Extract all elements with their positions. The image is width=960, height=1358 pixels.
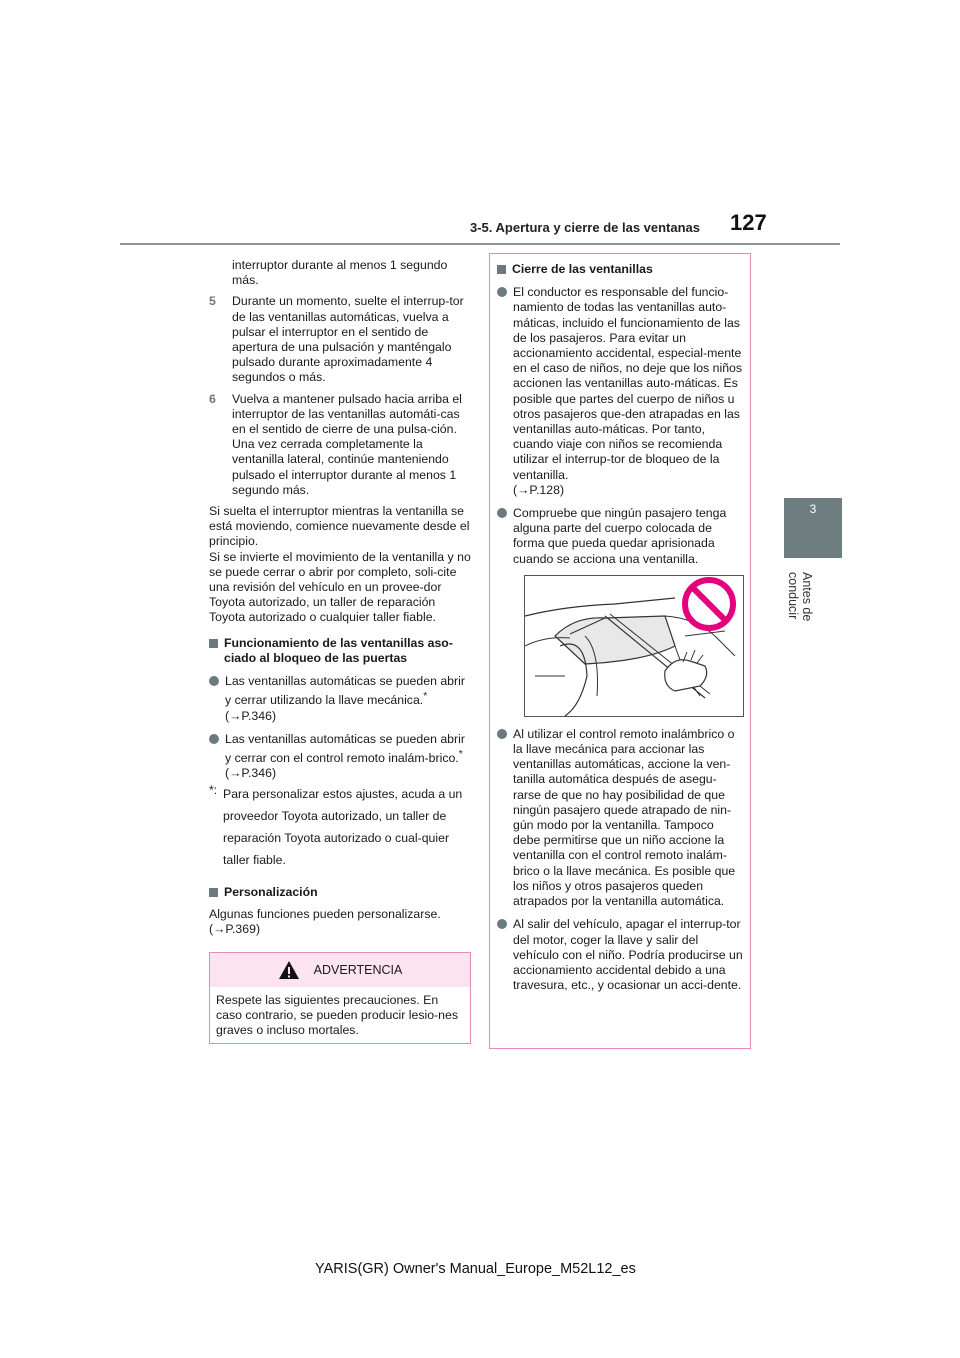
bullet-text: Al utilizar el control remoto inalámbrico o la llave mecánica para accionar las ventanillas automáticas, accione la ven-tanilla automática después de asegu-rarse de que no hay posibilidad de que ningún pasajero quede atrapado de nin-gún modo por la ventanilla. Tampoco debe permitirse que un niño accione la ventanilla con el control remoto inalám-brico o la llave mecánica. Es posible que los niños y otros pasajeros queden atrapados por la ventanilla automática. [513, 726, 736, 909]
bullet-item [209, 732, 471, 782]
circle-bullet-icon [497, 729, 507, 739]
footnote-mark: *: [209, 783, 218, 798]
section-heading [209, 885, 471, 900]
step-6 [209, 392, 471, 498]
heading-text: Funcionamiento de las ventanillas aso-ciado al bloqueo de las puertas [224, 635, 453, 665]
footnote [209, 783, 471, 871]
header-rule [120, 243, 840, 245]
step-text: Vuelva a mantener pulsado hacia arriba el interruptor de las ventanillas automáti-cas en el sentido de cierre de una pulsa-ción. Una vez cerrada completamente la ventanilla lateral, continúe manteniendo pulsado el interruptor durante al menos 1 segundo más. [232, 391, 462, 497]
bullet-item [497, 727, 743, 909]
chapter-tab [784, 498, 842, 558]
page-number: 127 [730, 210, 767, 235]
page-reference: (→P.346) [225, 708, 277, 723]
warning-title: ADVERTENCIA [313, 963, 403, 977]
warning-text: Respete las siguientes precauciones. En caso contrario, se pueden producir lesio-nes graves o incluso mortales. [216, 993, 458, 1038]
square-bullet-icon [209, 888, 218, 897]
window-pinch-illustration [524, 575, 744, 717]
page-reference: (→P.369) [209, 921, 261, 936]
step-number: 6 [209, 391, 216, 406]
warning-box [209, 952, 471, 1044]
square-bullet-icon [209, 639, 218, 648]
bullet-item [497, 506, 743, 567]
left-column [209, 258, 471, 943]
bullet-text: Las ventanillas automáticas se pueden abrir y cerrar con el control remoto inalám-brico. [225, 731, 465, 766]
warning-header [210, 953, 470, 987]
chapter-label: Antes de conducir [786, 572, 814, 622]
step-number: 5 [209, 294, 216, 309]
circle-bullet-icon [209, 734, 219, 744]
bullet-item [497, 917, 743, 993]
continued-text: interruptor durante al menos 1 segundo más. [232, 258, 448, 288]
bullet-item [497, 285, 743, 498]
bullet-text: Al salir del vehículo, apagar el interrup-tor del motor, coger la llave y salir del vehículo con el niño. Podría producirse un accionamiento accidental debido a una travesura, etc., y ocasionar un acci-dente. [513, 917, 743, 993]
circle-bullet-icon [497, 287, 507, 297]
paragraph: Si suelta el interruptor mientras la ventanilla se está moviendo, comience nuevamente desde el principio. [209, 504, 470, 549]
circle-bullet-icon [497, 919, 507, 929]
footnote-asterisk: * [458, 748, 463, 760]
bullet-text: Las ventanillas automáticas se pueden abrir y cerrar utilizando la llave mecánica. [225, 674, 465, 708]
step-5 [209, 294, 471, 385]
section-heading [209, 636, 471, 666]
square-bullet-icon [497, 265, 506, 274]
circle-bullet-icon [497, 508, 507, 518]
right-column [489, 254, 751, 999]
footnote-text: Para personalizar estos ajustes, acuda a un proveedor Toyota autorizado, un taller de reparación Toyota autorizado o cual-quier taller fiable. [223, 787, 463, 868]
paragraph: Algunas funciones pueden personalizarse. [209, 906, 441, 921]
chapter-number: 3 [809, 502, 817, 516]
bullet-text: Compruebe que ningún pasajero tenga alguna parte del cuerpo colocada de forma que pueda quedar aprisionada cuando se acciona una ventanilla. [513, 506, 727, 566]
section-title: 3-5. Apertura y cierre de las ventanas [470, 220, 701, 235]
illustration-graphic [525, 576, 743, 716]
paragraph: Si se invierte el movimiento de la ventanilla y no se puede cerrar o abrir por completo, soli-cite una revisión del vehículo en un provee-dor Toyota autorizado, un taller de reparación Toyota autorizado o cualquier taller fiable. [209, 549, 471, 625]
warning-triangle-icon [278, 960, 300, 980]
bullet-text: El conductor es responsable del funcio-namiento de todas las ventanillas auto-máticas, incluido el funcionamiento de las de los pasajeros. Para evitar un accionamiento accidental, especial-mente en el caso de niños, no deje que los niños accionen las ventanillas auto-máticas. Es posible que partes del cuerpo de niños u otros pasajeros que-den atrapadas en las ventanillas auto-máticas. Por tanto, cuando viaje con niños se recomienda utilizar el interrup-tor de bloqueo de la ventanilla. [513, 285, 743, 482]
footnote-asterisk: * [423, 691, 428, 703]
bullet-item [209, 674, 471, 724]
page-reference: (→P.128) [513, 482, 565, 497]
footer-text: YARIS(GR) Owner's Manual_Europe_M52L12_es [315, 1261, 636, 1277]
circle-bullet-icon [209, 676, 219, 686]
heading-text: Cierre de las ventanillas [512, 262, 653, 276]
section-heading [497, 262, 743, 277]
step-text: Durante un momento, suelte el interrup-tor de las ventanillas automáticas, vuelva a pulsar el interruptor en el sentido de apertura de una pulsación y manténgalo pulsado durante aproximadamente 4 segundos o más. [232, 294, 464, 385]
heading-text: Personalización [224, 885, 318, 900]
page-reference: (→P.346) [225, 766, 277, 781]
